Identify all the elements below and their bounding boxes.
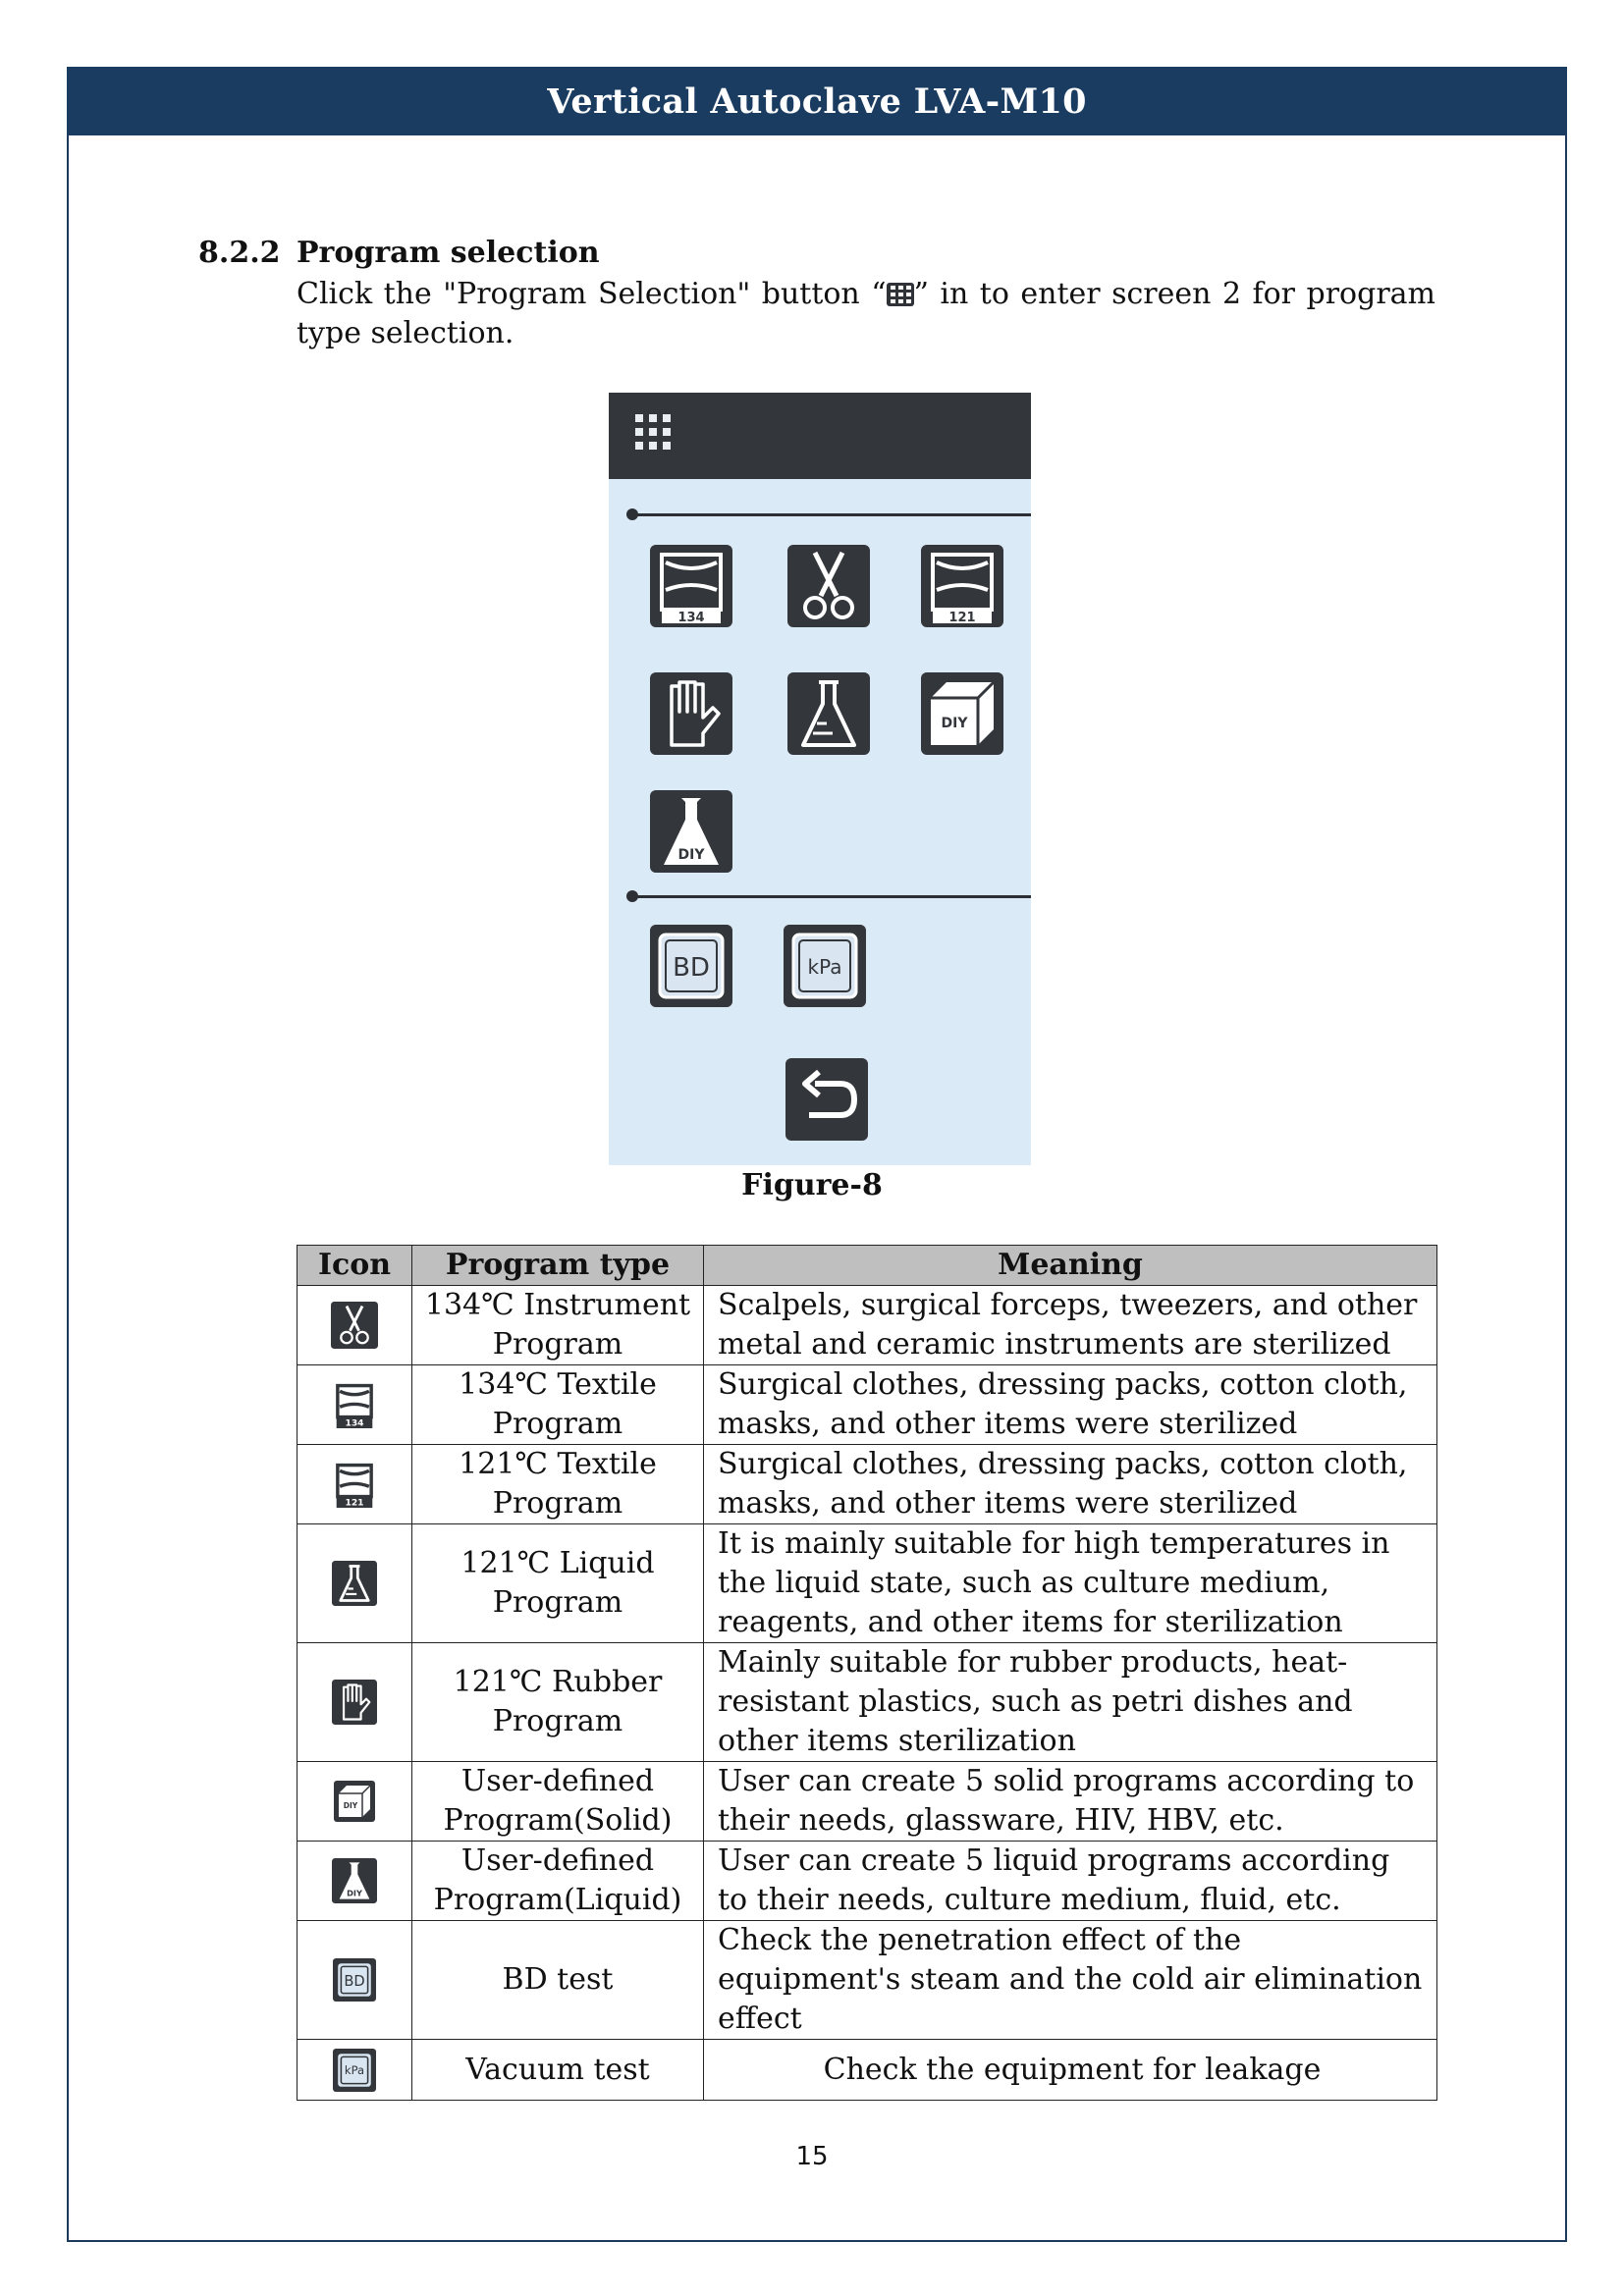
section-heading: [198, 236, 600, 270]
table-row: [298, 1286, 1437, 1365]
program-type: Vacuum test: [412, 2040, 704, 2101]
diy-box-icon: [333, 1781, 376, 1822]
program-type: User-defined Program(Solid): [412, 1762, 704, 1842]
icon-label: DIY: [347, 1888, 362, 1898]
section-title: Program selection: [297, 236, 600, 270]
table-row: [298, 1921, 1437, 2040]
icon-label: BD: [344, 1972, 365, 1990]
diy-flask-icon[interactable]: [650, 790, 732, 873]
icon-label: kPa: [807, 955, 842, 979]
table-row: [298, 1365, 1437, 1445]
program-meaning: Check the equipment for leakage: [704, 2040, 1437, 2101]
flask-icon: [332, 1558, 377, 1609]
program-meaning: Surgical clothes, dressing packs, cotton cloth, masks, and other items were sterilized: [704, 1445, 1437, 1524]
paragraph-text-start: Click the "Program Selection" button “: [297, 277, 887, 311]
program-type: BD test: [412, 1921, 704, 2040]
table-row: [298, 2040, 1437, 2101]
program-type: 134℃ Textile Program: [412, 1365, 704, 1445]
header-program-type: Program type: [412, 1246, 704, 1286]
program-meaning: Surgical clothes, dressing packs, cotton cloth, masks, and other items were sterilized: [704, 1365, 1437, 1445]
icon-label: BD: [673, 953, 710, 983]
program-type: 121℃ Rubber Program: [412, 1643, 704, 1762]
table-row: [298, 1842, 1437, 1921]
table-row: [298, 1524, 1437, 1643]
program-type: 121℃ Liquid Program: [412, 1524, 704, 1643]
section-number: 8.2.2: [198, 236, 281, 270]
bd-test-icon[interactable]: [650, 925, 732, 1007]
textile-121-icon[interactable]: [921, 545, 1003, 627]
icon-label: kPa: [344, 2062, 365, 2077]
program-type-table: [297, 1245, 1437, 2101]
scissors-icon: [331, 1300, 378, 1351]
vacuum-test-icon[interactable]: [784, 925, 866, 1007]
table-header-row: [298, 1246, 1437, 1286]
icon-label: DIY: [343, 1801, 358, 1810]
table-row: [298, 1762, 1437, 1842]
screen-divider: [632, 513, 1031, 516]
program-grid-icon[interactable]: [635, 414, 675, 455]
bd-test-icon: [332, 1958, 377, 2002]
back-arrow-icon[interactable]: [785, 1058, 868, 1141]
scissors-icon[interactable]: [787, 545, 870, 627]
glove-icon[interactable]: [650, 672, 732, 755]
glove-icon: [332, 1674, 377, 1731]
header-icon: Icon: [298, 1246, 412, 1286]
program-meaning: It is mainly suitable for high temperatures in the liquid state, such as culture medium, reagents, and other items for sterilization: [704, 1524, 1437, 1643]
program-type: 121℃ Textile Program: [412, 1445, 704, 1524]
program-type: User-defined Program(Liquid): [412, 1842, 704, 1921]
textile-134-icon[interactable]: [650, 545, 732, 627]
screen-divider: [632, 895, 1031, 898]
program-selection-screen: [609, 393, 1031, 1165]
icon-label: 121: [345, 1498, 364, 1509]
flask-icon[interactable]: [787, 672, 870, 755]
textile-134-icon: [331, 1372, 378, 1437]
program-meaning: Scalpels, surgical forceps, tweezers, and other metal and ceramic instruments are sterilized: [704, 1286, 1437, 1365]
icon-label: DIY: [941, 716, 968, 731]
program-type: 134℃ Instrument Program: [412, 1286, 704, 1365]
vacuum-test-icon: [332, 2049, 377, 2092]
screen-top-bar: [609, 393, 1031, 479]
page-header: [67, 67, 1567, 135]
page-header-title: Vertical Autoclave LVA-M10: [547, 80, 1087, 122]
table-row: [298, 1445, 1437, 1524]
diy-flask-icon: [332, 1845, 377, 1916]
diy-box-icon[interactable]: [921, 672, 1003, 755]
page-number: 15: [795, 2142, 829, 2171]
program-meaning: User can create 5 liquid programs according to their needs, culture medium, fluid, etc.: [704, 1842, 1437, 1921]
figure-caption: Figure-8: [741, 1168, 883, 1202]
textile-121-icon: [331, 1452, 378, 1517]
program-meaning: Mainly suitable for rubber products, heat-resistant plastics, such as petri dishes and other items sterilization: [704, 1643, 1437, 1762]
paragraph-text-end: ” in to enter screen 2 for program type selection.: [297, 277, 1435, 350]
icon-label: 121: [948, 611, 976, 625]
icon-label: 134: [345, 1418, 364, 1429]
header-meaning: Meaning: [704, 1246, 1437, 1286]
program-meaning: User can create 5 solid programs according to their needs, glassware, HIV, HBV, etc.: [704, 1762, 1437, 1842]
table-row: [298, 1643, 1437, 1762]
program-meaning: Check the penetration effect of the equipment's steam and the cold air elimination effect: [704, 1921, 1437, 2040]
icon-label: DIY: [677, 847, 705, 863]
section-paragraph: [297, 275, 1435, 353]
program-grid-icon: [887, 283, 914, 306]
icon-label: 134: [677, 611, 705, 625]
